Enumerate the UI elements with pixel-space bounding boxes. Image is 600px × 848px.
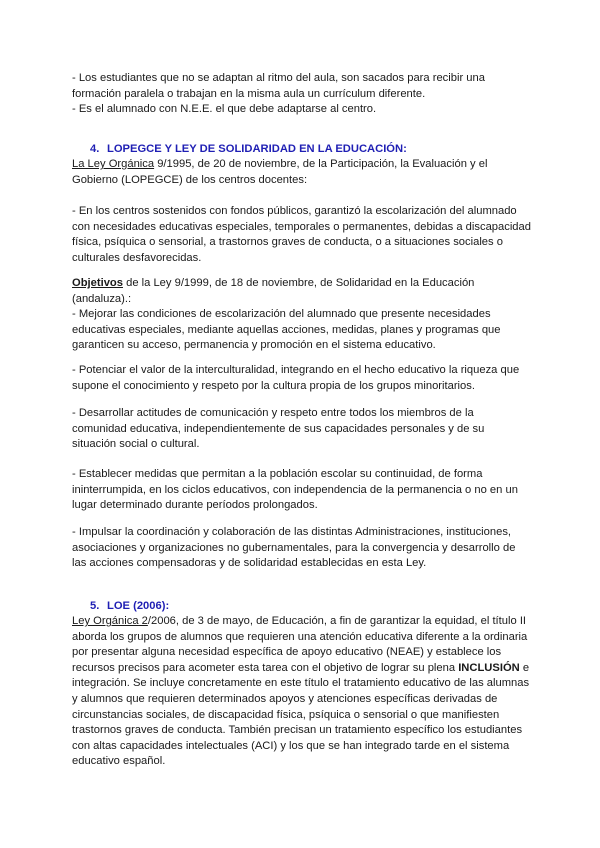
inclusion-emphasis: INCLUSIÓN: [458, 661, 520, 674]
item-line: ininterrumpida, en los ciclos educativos, con independencia de la permanencia o no en un: [72, 483, 518, 496]
paragraph-line: física, psíquica o sensorial, a trastornos graves de conducta, o a situaciones sociales o: [72, 236, 503, 249]
objective-item: [72, 467, 532, 514]
section-5-paragraph: [72, 614, 532, 770]
item-line: garanticen su acceso, permanencia y promoción en el sistema educativo.: [72, 339, 436, 352]
section-title: LOE (2006):: [107, 600, 170, 612]
item-line: situación social o cultural.: [72, 438, 200, 451]
paragraph-line: trastornos graves de conducta. También precisan un tratamiento específico los estudiantes: [72, 724, 523, 737]
section-4-paragraph: [72, 204, 532, 266]
section-5-heading: [90, 599, 169, 615]
intro-line: - Es el alumnado con N.E.E. el que debe adaptarse al centro.: [72, 103, 377, 116]
law-link-number[interactable]: 2: [138, 615, 148, 627]
intro-line: - Los estudiantes que no se adaptan al ritmo del aula, son sacados para recibir una: [72, 72, 485, 84]
objective-item: [72, 525, 532, 572]
law-link[interactable]: La Ley Orgánica: [72, 158, 155, 170]
item-line: - Mejorar las condiciones de escolarización del alumnado que presente necesidades: [72, 308, 491, 320]
intro-line: formación paralela o trabajan en la misma aula un currículum diferente.: [72, 87, 426, 100]
intro-paragraph: [72, 71, 532, 118]
objetivos-text: (andaluza).:: [72, 292, 132, 305]
section-number: 5.: [90, 600, 100, 612]
item-line: lugar determinado durante períodos prolongados.: [72, 499, 318, 512]
law-text: Gobierno (LOPEGCE) de los centros docentes:: [72, 173, 308, 186]
item-line: - Desarrollar actitudes de comunicación y respeto entre todos los miembros de la: [72, 407, 474, 419]
item-line: asociaciones y organizaciones no gubernamentales, para la convergencia y desarrollo de: [72, 541, 516, 554]
law-text: 9/1995, de 20 de noviembre, de la Participación, la Evaluación y el: [154, 158, 488, 170]
paragraph-line: educativo español.: [72, 755, 166, 768]
section-4-law-reference: [72, 157, 532, 188]
law-link[interactable]: Ley Orgánica: [72, 615, 139, 627]
objective-item: [72, 363, 532, 394]
item-line: - Potenciar el valor de la interculturalidad, integrando en el hecho educativo la riqueza que: [72, 364, 520, 376]
paragraph-line: por presentar alguna necesidad específica de apoyo educativo (NEAE) y establece los: [72, 646, 502, 659]
paragraph-line: y alumnos que requieren determinados apoyos y atenciones específicas derivadas de: [72, 692, 498, 705]
objetivos-text: de la Ley 9/1999, de 18 de noviembre, de Solidaridad en la Educación: [122, 277, 475, 289]
objetivos-label: Objetivos: [72, 277, 123, 289]
item-line: - Impulsar la coordinación y colaboración de las distintas Administraciones, instituciones,: [72, 526, 512, 538]
paragraph-line: con altas capacidades intelectuales (ACI) y los que se han integrado tarde en el sistema: [72, 739, 510, 752]
paragraph-line: aborda los grupos de alumnos que requieren una atención educativa diferente a la ordinaria: [72, 630, 528, 643]
item-line: educativas especiales, mediante aquellas acciones, medidas, planes y programas que: [72, 323, 501, 336]
section-title: LOPEGCE Y LEY DE SOLIDARIDAD EN LA EDUCACIÓN:: [107, 143, 407, 155]
objetivos-intro: [72, 276, 532, 307]
item-line: comunidad educativa, independientemente de sus capacidades personales y de su: [72, 422, 485, 435]
paragraph-text: e: [519, 661, 530, 674]
paragraph-line: circunstancias sociales, de discapacidad física, psíquica o sensorial o que manifiesten: [72, 708, 500, 721]
objective-item: [72, 307, 532, 354]
section-number: 4.: [90, 143, 100, 155]
item-line: supone el conocimiento y respeto por la cultura propia de los grupos minoritarios.: [72, 379, 475, 392]
section-4-heading: [90, 142, 407, 158]
paragraph-line: - En los centros sostenidos con fondos públicos, garantizó la escolarización del alumnado: [72, 205, 517, 217]
paragraph-line: culturales desfavorecidas.: [72, 251, 202, 264]
objective-item: [72, 406, 532, 453]
item-line: las acciones compensadoras y de solidaridad establecidas en esta Ley.: [72, 557, 427, 570]
paragraph-line: con necesidades educativas especiales, temporales o permanentes, debidas a discapacidad: [72, 220, 531, 233]
paragraph-text: recursos precisos para acometer esta tarea con el objetivo de lograr su plena: [72, 661, 459, 674]
paragraph-line: integración. Se incluye concretamente en este título el tratamiento educativo de las alumnas: [72, 677, 530, 690]
item-line: - Establecer medidas que permitan a la población escolar su continuidad, de forma: [72, 468, 483, 480]
paragraph-text: /2006, de 3 de mayo, de Educación, a fin de garantizar la equidad, el título II: [147, 615, 527, 627]
